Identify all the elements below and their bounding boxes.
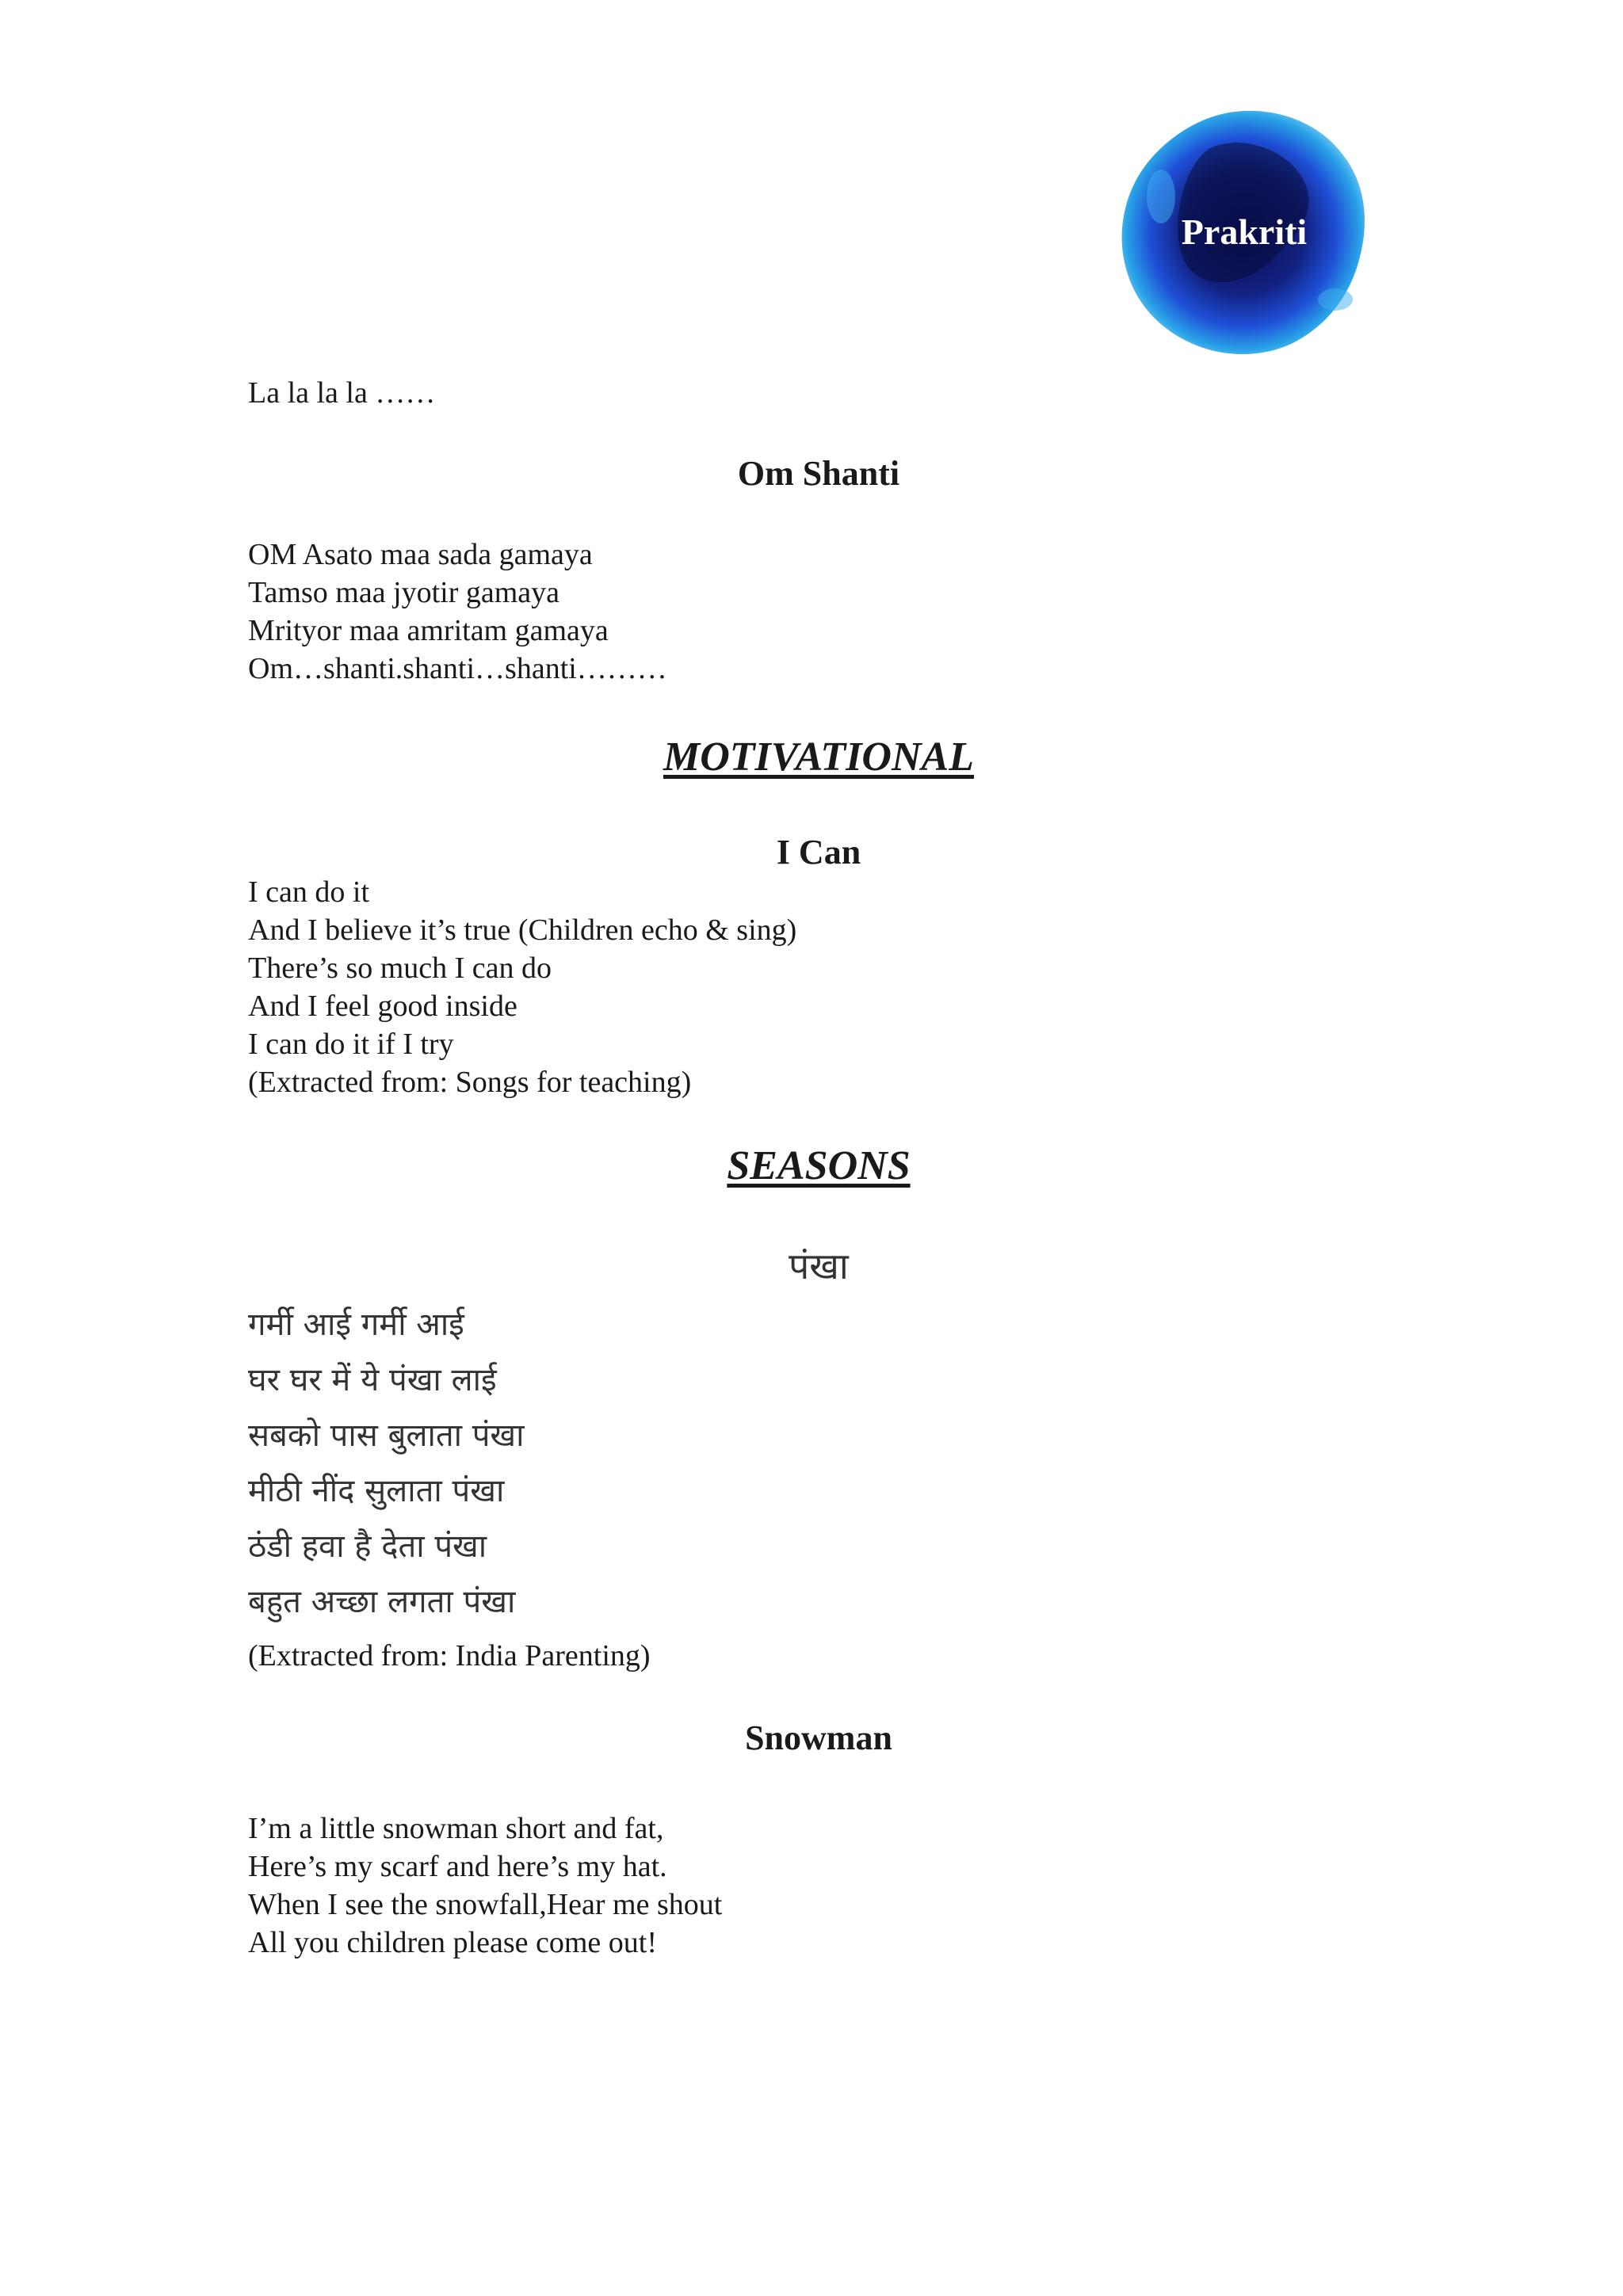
i-can-line: There’s so much I can do: [248, 952, 552, 985]
om-shanti-line: Tamso maa jyotir gamaya: [248, 576, 560, 609]
pankha-line: गर्मी आई गर्मी आई: [248, 1306, 464, 1343]
pankha-line: घर घर में ये पंखा लाई: [248, 1362, 497, 1398]
snowman-line: Here’s my scarf and here’s my hat.: [248, 1850, 667, 1883]
watercolor-blot-icon: [1113, 101, 1375, 363]
intro-line: La la la la ……: [248, 376, 436, 410]
pankha-line: सबको पास बुलाता पंखा: [248, 1417, 525, 1454]
snowman-line: I’m a little snowman short and fat,: [248, 1812, 664, 1845]
pankha-title: पंखा: [789, 1245, 849, 1287]
logo-text: Prakriti: [1181, 212, 1308, 252]
i-can-line: I can do it: [248, 875, 370, 909]
pankha-source: (Extracted from: India Parenting): [248, 1639, 651, 1672]
seasons-section-title: SEASONS: [727, 1143, 911, 1188]
om-shanti-line: OM Asato maa sada gamaya: [248, 538, 593, 571]
i-can-line: And I believe it’s true (Children echo & sing): [248, 913, 797, 947]
om-shanti-line: Mrityor maa amritam gamaya: [248, 614, 609, 647]
om-shanti-line: Om…shanti.shanti…shanti………: [248, 652, 667, 685]
snowman-line: All you children please come out!: [248, 1926, 658, 1959]
motivational-section-title: MOTIVATIONAL: [663, 734, 974, 780]
i-can-line: I can do it if I try: [248, 1028, 454, 1061]
prakriti-logo: [1113, 101, 1375, 363]
om-shanti-title: Om Shanti: [737, 454, 900, 493]
pankha-line: बहुत अच्छा लगता पंखा: [248, 1584, 516, 1620]
i-can-line: And I feel good inside: [248, 990, 517, 1023]
pankha-line: ठंडी हवा है देता पंखा: [248, 1528, 487, 1565]
snowman-title: Snowman: [745, 1718, 892, 1757]
i-can-title: I Can: [776, 833, 861, 871]
snowman-line: When I see the snowfall,Hear me shout: [248, 1888, 723, 1921]
pankha-line: मीठी नींद सुलाता पंखा: [248, 1473, 505, 1509]
i-can-source: (Extracted from: Songs for teaching): [248, 1066, 692, 1099]
